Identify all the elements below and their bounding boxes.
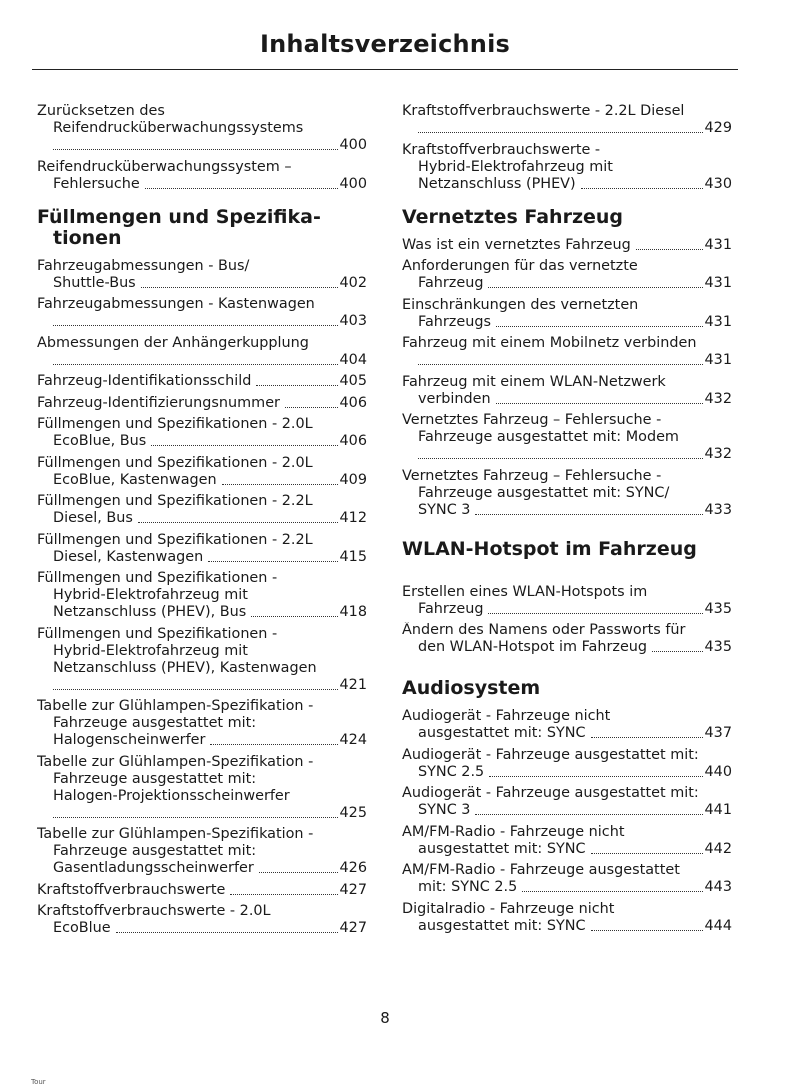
toc-entry-text: AM/FM-Radio - Fahrzeuge nicht: [402, 823, 625, 840]
toc-entry-last-line: [402, 352, 732, 369]
toc-entry-last-line: [402, 391, 732, 408]
toc-entry-lines: [402, 862, 732, 879]
toc-entry-page: 430: [704, 175, 732, 192]
toc-entry-text: Fahrzeuge ausgestattet mit: Modem: [418, 429, 679, 445]
toc-entry[interactable]: [402, 103, 732, 137]
toc-entry-page: 431: [704, 275, 732, 291]
toc-entry[interactable]: [402, 237, 732, 254]
toc-entry-text: Fahrzeug mit einem WLAN-Netzwerk: [402, 373, 666, 390]
toc-entry-lines: [37, 258, 367, 275]
toc-entry-text: Vernetztes Fahrzeug – Fehlersuche -: [402, 412, 662, 428]
title-divider: [32, 69, 738, 70]
toc-entry-page: 424: [339, 732, 367, 748]
toc-entry-lines: [402, 584, 732, 601]
toc-entry-last-line: [37, 732, 367, 749]
toc-entry-last-line: [402, 802, 732, 819]
toc-entry-page: 435: [704, 600, 732, 617]
toc-entry[interactable]: [37, 826, 367, 877]
toc-entry[interactable]: [37, 626, 367, 694]
dot-leader: [53, 364, 338, 365]
toc-entry-text: SYNC 3: [418, 501, 471, 518]
toc-entry-text: Netzanschluss (PHEV), Bus: [53, 604, 247, 620]
toc-entry-text: verbinden: [418, 390, 491, 407]
toc-entry-lines: [37, 754, 367, 805]
toc-column-left: [37, 103, 367, 942]
toc-entry-lines: [37, 570, 367, 604]
toc-entry[interactable]: [402, 824, 732, 858]
toc-entry[interactable]: [402, 258, 732, 292]
dot-leader: [222, 484, 338, 485]
toc-entry-lines: [37, 698, 367, 732]
toc-entry-text: Audiogerät - Fahrzeuge ausgestattet mit:: [402, 746, 699, 763]
toc-entry-lines: [37, 903, 367, 920]
toc-entry-text: Fehlersuche: [53, 175, 140, 192]
toc-entry-page: 427: [339, 881, 367, 898]
toc-entry-page: 425: [339, 804, 367, 821]
toc-entry-last-line: [402, 120, 732, 137]
toc-entry-last-line: [37, 275, 367, 292]
toc-entry[interactable]: [37, 395, 367, 412]
toc-entry-text: Tabelle zur Glühlampen-Spezifikation -: [37, 698, 314, 714]
toc-entry-page: 402: [339, 274, 367, 291]
toc-entry-text: Diesel, Kastenwagen: [53, 548, 204, 565]
toc-entry-text: SYNC 3: [418, 802, 471, 818]
toc-entry[interactable]: [402, 708, 732, 742]
toc-entry-page: 443: [704, 879, 732, 895]
toc-entry-text: ausgestattet mit: SYNC: [418, 725, 586, 741]
toc-entry[interactable]: [402, 785, 732, 819]
toc-entry-last-line: [402, 502, 732, 519]
toc-entry[interactable]: [402, 412, 732, 463]
dot-leader: [489, 776, 702, 777]
toc-entry-text: Füllmengen und Spezifikationen - 2.0L: [37, 416, 313, 432]
toc-entry-lines: [402, 468, 732, 502]
toc-entry-page: 403: [339, 313, 367, 329]
toc-entry-text: Fahrzeugabmessungen - Bus/: [37, 257, 250, 274]
toc-entry-last-line: [37, 395, 367, 412]
toc-entry-text: Erstellen eines WLAN-Hotspots im: [402, 583, 648, 600]
toc-entry[interactable]: [402, 747, 732, 781]
toc-entry-page: 406: [339, 394, 367, 411]
toc-entry-page: 427: [339, 920, 367, 936]
toc-entry-lines: [402, 335, 732, 352]
toc-entry-page: 409: [339, 471, 367, 488]
toc-entry[interactable]: [37, 455, 367, 489]
toc-column-right: [402, 103, 732, 939]
toc-entry-last-line: [402, 725, 732, 742]
toc-entry-page: 431: [704, 352, 732, 368]
toc-entry[interactable]: [402, 862, 732, 896]
toc-entry-lines: [37, 296, 367, 313]
toc-entry-text: Einschränkungen des vernetzten: [402, 296, 639, 313]
toc-entry-last-line: [402, 601, 732, 618]
toc-entry-page: 442: [704, 840, 732, 857]
dot-leader: [488, 287, 702, 288]
toc-entry-last-line: [37, 860, 367, 877]
toc-entry[interactable]: [37, 493, 367, 527]
dot-leader: [581, 188, 703, 189]
toc-entry-text: Fahrzeuge ausgestattet mit:: [53, 770, 257, 787]
toc-entry-last-line: [402, 275, 732, 292]
toc-entry-lines: [37, 826, 367, 860]
toc-entry-text: Füllmengen und Spezifikationen -: [37, 570, 278, 586]
toc-entry[interactable]: [402, 335, 732, 369]
toc-entry-text: Kraftstoffverbrauchswerte - 2.2L Diesel: [402, 103, 685, 119]
toc-entry-last-line: [37, 549, 367, 566]
toc-entry-text: Fahrzeug-Identifikationsschild: [37, 373, 252, 389]
toc-entry-text: den WLAN-Hotspot im Fahrzeug: [418, 639, 648, 655]
toc-entry-text: Tabelle zur Glühlampen-Spezifikation -: [37, 826, 314, 842]
toc-entry-last-line: [37, 373, 367, 390]
toc-entry-page: 435: [704, 639, 732, 655]
dot-leader: [418, 458, 703, 459]
dot-leader: [256, 385, 337, 386]
toc-entry-page: 437: [704, 725, 732, 741]
toc-entry-text: Hybrid-Elektrofahrzeug mit: [53, 587, 248, 603]
toc-entry-last-line: [402, 237, 732, 254]
toc-entry-lines: [37, 626, 367, 677]
dot-leader: [418, 132, 703, 133]
dot-leader: [208, 561, 337, 562]
toc-entry-page: 400: [339, 137, 367, 153]
toc-entry-lines: [402, 622, 732, 639]
toc-entry-text: Fahrzeug: [418, 275, 484, 291]
toc-entry-page: 429: [704, 120, 732, 136]
toc-entry-lines: [402, 297, 732, 314]
toc-entry[interactable]: [37, 903, 367, 937]
dot-leader: [138, 522, 338, 523]
dot-leader: [210, 744, 337, 745]
toc-entry-text: Zurücksetzen des: [37, 103, 165, 119]
toc-entry-text: Netzanschluss (PHEV): [418, 175, 576, 192]
toc-entry-text: ausgestattet mit: SYNC: [418, 917, 586, 934]
toc-entry-last-line: [37, 604, 367, 621]
toc-entry-last-line: [37, 882, 367, 899]
section-heading: WLAN-Hotspot im Fahrzeug: [402, 537, 697, 560]
toc-entry-lines: [402, 708, 732, 725]
toc-entry-last-line: [402, 918, 732, 935]
dot-leader: [285, 407, 338, 408]
toc-entry-text: Fahrzeuge ausgestattet mit:: [53, 843, 257, 859]
toc-entry-text: Reifendrucküberwachungssystems: [53, 120, 304, 136]
dot-leader: [151, 445, 337, 446]
toc-entry-text: Shuttle-Bus: [53, 274, 136, 291]
dot-leader: [636, 249, 703, 250]
toc-entry[interactable]: [37, 570, 367, 621]
toc-entry[interactable]: [37, 754, 367, 822]
toc-entry[interactable]: [37, 159, 367, 193]
toc-entry-text: Fahrzeug: [418, 600, 484, 617]
toc-entry[interactable]: [402, 584, 732, 618]
toc-entry-last-line: [402, 879, 732, 896]
toc-entry-last-line: [402, 841, 732, 858]
toc-entry-lines: [37, 455, 367, 472]
toc-entry-lines: [402, 824, 732, 841]
dot-leader: [488, 613, 702, 614]
toc-entry-page: 412: [339, 510, 367, 526]
toc-entry-page: 400: [339, 175, 367, 192]
page-number: 8: [380, 1009, 390, 1027]
toc-entry-last-line: [37, 352, 367, 369]
toc-entry-lines: [37, 532, 367, 549]
toc-entry-last-line: [402, 176, 732, 193]
toc-entry[interactable]: [37, 296, 367, 330]
toc-entry[interactable]: [402, 901, 732, 935]
toc-entry-text: Füllmengen und Spezifikationen - 2.2L: [37, 531, 313, 548]
toc-entry-page: 432: [704, 390, 732, 407]
toc-entry-page: 432: [704, 446, 732, 462]
dot-leader: [496, 326, 703, 327]
section-heading: Audiosystem: [402, 677, 541, 699]
footer-mark: Tour: [31, 1078, 46, 1086]
toc-entry-text: ausgestattet mit: SYNC: [418, 840, 586, 857]
toc-entry-text: Fahrzeug-Identifizierungsnummer: [37, 394, 280, 411]
dot-leader: [496, 403, 703, 404]
toc-entry-text: Diesel, Bus: [53, 510, 133, 526]
toc-entry-text: Kraftstoffverbrauchswerte - 2.0L: [37, 903, 271, 919]
toc-entry-text: Fahrzeugabmessungen - Kastenwagen: [37, 296, 315, 312]
section-heading: Vernetztes Fahrzeug: [402, 205, 624, 228]
toc-entry-lines: [402, 901, 732, 918]
toc-entry-last-line: [37, 805, 367, 822]
toc-entry-page: 406: [339, 433, 367, 449]
dot-leader: [251, 616, 337, 617]
toc-entry[interactable]: [37, 373, 367, 390]
toc-entry-last-line: [402, 314, 732, 331]
dot-leader: [145, 188, 338, 189]
section-heading: [37, 207, 367, 249]
toc-entry-text: Vernetztes Fahrzeug – Fehlersuche -: [402, 467, 662, 484]
toc-entry-text: Gasentladungsscheinwerfer: [53, 860, 254, 876]
dot-leader: [230, 894, 337, 895]
toc-entry-text: AM/FM-Radio - Fahrzeuge ausgestattet: [402, 862, 680, 878]
section-heading-text: Füllmengen und Spezifika-: [37, 205, 321, 228]
toc-entry[interactable]: [37, 698, 367, 749]
toc-entry[interactable]: [37, 103, 367, 154]
toc-entry-text: Tabelle zur Glühlampen-Spezifikation -: [37, 753, 314, 770]
dot-leader: [418, 364, 703, 365]
toc-entry-text: Was ist ein vernetztes Fahrzeug: [402, 236, 631, 253]
dot-leader: [53, 149, 338, 150]
dot-leader: [522, 891, 702, 892]
toc-entry-last-line: [402, 446, 732, 463]
toc-entry[interactable]: [37, 335, 367, 369]
toc-entry-page: 431: [704, 313, 732, 330]
toc-entry-last-line: [37, 510, 367, 527]
toc-entry-text: Füllmengen und Spezifikationen - 2.0L: [37, 454, 313, 471]
toc-entry-lines: [37, 493, 367, 510]
toc-entry-last-line: [37, 137, 367, 154]
toc-entry-page: 444: [704, 917, 732, 934]
toc-entry-lines: [402, 374, 732, 391]
toc-entry-text: Fahrzeugs: [418, 313, 491, 330]
page-title: Inhaltsverzeichnis: [259, 30, 511, 58]
toc-entry-last-line: [37, 920, 367, 937]
toc-entry-page: 433: [704, 501, 732, 518]
toc-entry-text: Abmessungen der Anhängerkupplung: [37, 334, 309, 351]
toc-entry-text: Kraftstoffverbrauchswerte -: [402, 141, 601, 158]
toc-entry-text: EcoBlue: [53, 920, 111, 936]
dot-leader: [116, 932, 338, 933]
toc-entry-last-line: [402, 639, 732, 656]
toc-entry[interactable]: [402, 468, 732, 519]
toc-entry-last-line: [402, 764, 732, 781]
toc-entry-text: Füllmengen und Spezifikationen -: [37, 625, 278, 642]
toc-entry[interactable]: [402, 374, 732, 408]
toc-entry-lines: [402, 747, 732, 764]
dot-leader: [591, 853, 703, 854]
toc-entry-lines: [37, 103, 367, 137]
toc-entry-page: 440: [704, 763, 732, 780]
dot-leader: [652, 651, 702, 652]
section-heading-text: tionen: [53, 226, 122, 249]
toc-entry-lines: [402, 785, 732, 802]
toc-entry-text: Fahrzeuge ausgestattet mit: SYNC/: [418, 484, 670, 501]
toc-entry[interactable]: [37, 258, 367, 292]
toc-entry-last-line: [37, 176, 367, 193]
toc-entry-text: Halogen-Projektionsscheinwerfer: [53, 787, 290, 804]
toc-entry-page: 431: [704, 236, 732, 253]
toc-entry-last-line: [37, 472, 367, 489]
toc-entry-page: 415: [339, 548, 367, 565]
toc-entry-lines: [402, 258, 732, 275]
dot-leader: [259, 872, 338, 873]
toc-entry[interactable]: [402, 297, 732, 331]
dot-leader: [53, 689, 338, 690]
toc-entry-text: Netzanschluss (PHEV), Kastenwagen: [53, 659, 317, 676]
toc-entry-text: Halogenscheinwerfer: [53, 732, 206, 748]
toc-entry[interactable]: [37, 532, 367, 566]
dot-leader: [53, 817, 338, 818]
toc-entry-text: Hybrid-Elektrofahrzeug mit: [53, 642, 248, 659]
toc-entry-last-line: [37, 433, 367, 450]
dot-leader: [53, 325, 338, 326]
toc-entry-text: Anforderungen für das vernetzte: [402, 258, 638, 274]
toc-entry-page: 418: [339, 604, 367, 620]
toc-entry-text: Hybrid-Elektrofahrzeug mit: [418, 158, 613, 175]
dot-leader: [591, 737, 703, 738]
toc-entry[interactable]: [37, 416, 367, 450]
toc-entry-text: Kraftstoffverbrauchswerte: [37, 881, 226, 898]
toc-entry-page: 426: [339, 860, 367, 876]
toc-entry-page: 405: [339, 373, 367, 389]
toc-entry-page: 421: [339, 676, 367, 693]
toc-entry-lines: [37, 416, 367, 433]
toc-entry-lines: [402, 412, 732, 446]
toc-entry-lines: [37, 159, 367, 176]
toc-entry-last-line: [37, 313, 367, 330]
toc-entry-text: Fahrzeuge ausgestattet mit:: [53, 715, 257, 731]
dot-leader: [141, 287, 338, 288]
dot-leader: [475, 514, 702, 515]
toc-entry-last-line: [37, 677, 367, 694]
toc-entry[interactable]: [402, 622, 732, 656]
toc-entry-text: Fahrzeug mit einem Mobilnetz verbinden: [402, 335, 697, 351]
toc-entry-text: mit: SYNC 2.5: [418, 879, 518, 895]
dot-leader: [475, 814, 702, 815]
toc-entry-text: Ändern des Namens oder Passworts für: [402, 622, 686, 638]
toc-entry-text: SYNC 2.5: [418, 763, 485, 780]
toc-entry-lines: [37, 335, 367, 352]
toc-entry-text: Füllmengen und Spezifikationen - 2.2L: [37, 493, 313, 509]
toc-entry-page: 404: [339, 351, 367, 368]
dot-leader: [591, 930, 703, 931]
toc-entry-text: Audiogerät - Fahrzeuge nicht: [402, 708, 611, 724]
toc-entry-lines: [402, 142, 732, 176]
toc-entry-lines: [402, 103, 732, 120]
toc-entry-text: Reifendrucküberwachungssystem –: [37, 158, 292, 175]
toc-entry-text: Digitalradio - Fahrzeuge nicht: [402, 900, 615, 917]
toc-entry[interactable]: [37, 882, 367, 899]
toc-entry-page: 441: [704, 802, 732, 818]
toc-entry-text: EcoBlue, Bus: [53, 433, 147, 449]
toc-entry-text: Audiogerät - Fahrzeuge ausgestattet mit:: [402, 785, 699, 801]
toc-entry-text: EcoBlue, Kastenwagen: [53, 471, 217, 488]
toc-entry[interactable]: [402, 142, 732, 193]
